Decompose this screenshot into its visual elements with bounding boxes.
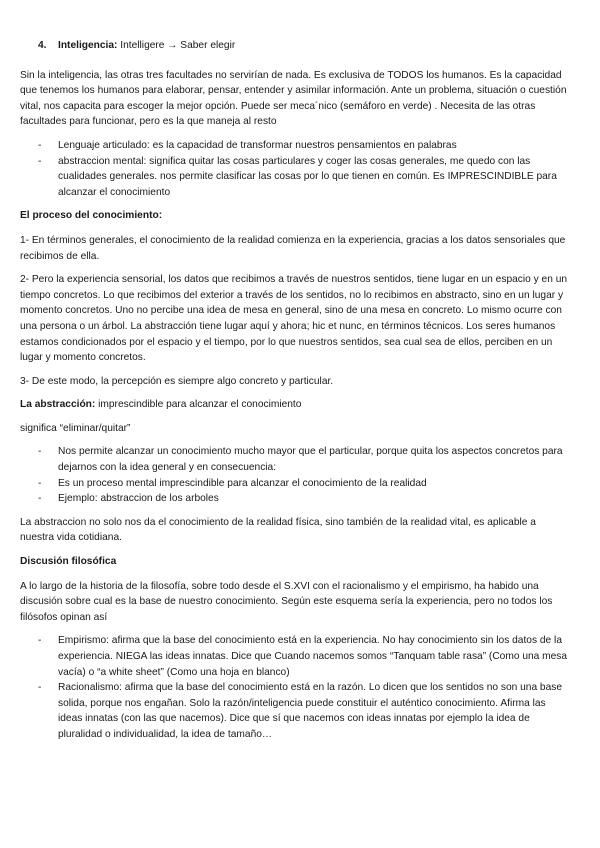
abstraccion-rest: imprescindible para alcanzar el conocimiento xyxy=(95,399,302,411)
abstraccion-term: La abstracción: xyxy=(20,399,96,411)
list-item: - Ejemplo: abstraccion de los arboles xyxy=(20,491,572,507)
abstraccion-heading xyxy=(20,397,572,413)
proceso-title: El proceso del conocimiento: xyxy=(20,210,163,222)
document-page xyxy=(20,38,572,751)
section-heading-rest: Intelligere → Saber elegir xyxy=(117,40,236,51)
discusion-intro: A lo largo de la historia de la filosofía, sobre todo desde el S.XVI con el racionalismo y el empirismo, ha habido una discusión sobre cual es la base de nuestro conocimiento. Según este esquema sería la experiencia, pero no todos los filósofos opinan así xyxy=(20,580,553,623)
section-number: 4. xyxy=(38,40,47,51)
intro-paragraph: Sin la inteligencia, las otras tres facultades no servirían de nada. Es exclusiva de TODOS los humanos. Es la capacidad que tenemos los humanos para elaborar, pensar, entender y asimilar información. Ante un problema, situación o cuestión vital, nos capacita para escoger la mejor opción. Puede ser meca´nico (semáforo en verde) . Necesita de las otras facultades para funcionar, pero es la que maneja al resto xyxy=(20,69,567,128)
discusion-list xyxy=(20,633,572,742)
proceso-p3: 3- De este modo, la percepción es siempre algo concreto y particular. xyxy=(20,375,334,387)
abstraccion-closing: La abstraccion no solo nos da el conocimiento de la realidad física, sino también de la realidad vital, es aplicable a nuestra vida cotidiana. xyxy=(20,516,536,544)
section-term: Inteligencia: xyxy=(58,40,118,51)
abstraccion-significa: significa “eliminar/quitar” xyxy=(20,422,131,434)
list-item-racionalismo: - Racionalismo: afirma que la base del conocimiento está en la razón. Lo dicen que los sentidos no son una base solida, porque nos engañan. Solo la razón/inteligencia puede constituir el auténtico conocimiento. Afirma las ideas innatas (con las que nacemos). Dice que sí que nacemos con ideas innatas por ejemplo la idea de pluralidad o individualidad, la idea de tamaño… xyxy=(20,680,572,742)
list-item: - Es un proceso mental imprescindible para alcanzar el conocimiento de la realidad xyxy=(20,476,572,492)
proceso-p1: 1- En términos generales, el conocimiento de la realidad comienza en la experiencia, gracias a los datos sensoriales que recibimos de ella. xyxy=(20,234,566,262)
list-item-empirismo: - Empirismo: afirma que la base del conocimiento está en la experiencia. No hay conocimiento sin los datos de la experiencia. NIEGA las ideas innatas. Dice que Cuando nacemos somos “Tanquam table rasa” (Como una mesa vacía) o “a white sheet” (Como una hoja en blanco) xyxy=(20,633,572,680)
proceso-p2: 2- Pero la experiencia sensorial, los datos que recibimos a través de nuestros sentidos, tiene lugar en un espacio y en un tiempo concretos. Lo que recibimos del exterior a través de los sentidos, no lo recibimos en abstracto, sino en un lugar y momento concretos. Uno no percibe una idea de mesa en general, sino de una mesa en concreto. Lo mismo ocurre con una persona o un árbol. La abstracción tiene lugar aquí y ahora; hic et nunc, en términos técnicos. Los seres humanos estamos condicionados por el espacio y el tiempo, por lo que nuestros sentidos, sea cual sea de ellos, perciben en un lugar y momento concretos. xyxy=(20,274,568,364)
list-item-lenguaje: - Lenguaje articulado: es la capacidad de transformar nuestros pensamientos en palabras xyxy=(20,138,572,154)
faculties-list xyxy=(20,138,572,200)
discusion-title: Discusión filosófica xyxy=(20,556,117,568)
list-item: - Nos permite alcanzar un conocimiento mucho mayor que el particular, porque quita los aspectos concretos para dejarnos con la idea general y en consecuencia: xyxy=(20,444,572,475)
list-item-abstraccion: - abstraccion mental: significa quitar las cosas particulares y coger las cosas generales, me quedo con las cualidades generales. nos permite clasificar las cosas por lo que tienen en común. Es IMPRESCINDIBLE para alcanzar el conocimiento xyxy=(20,154,572,201)
abstraccion-list xyxy=(20,444,572,506)
section-heading xyxy=(20,38,572,54)
